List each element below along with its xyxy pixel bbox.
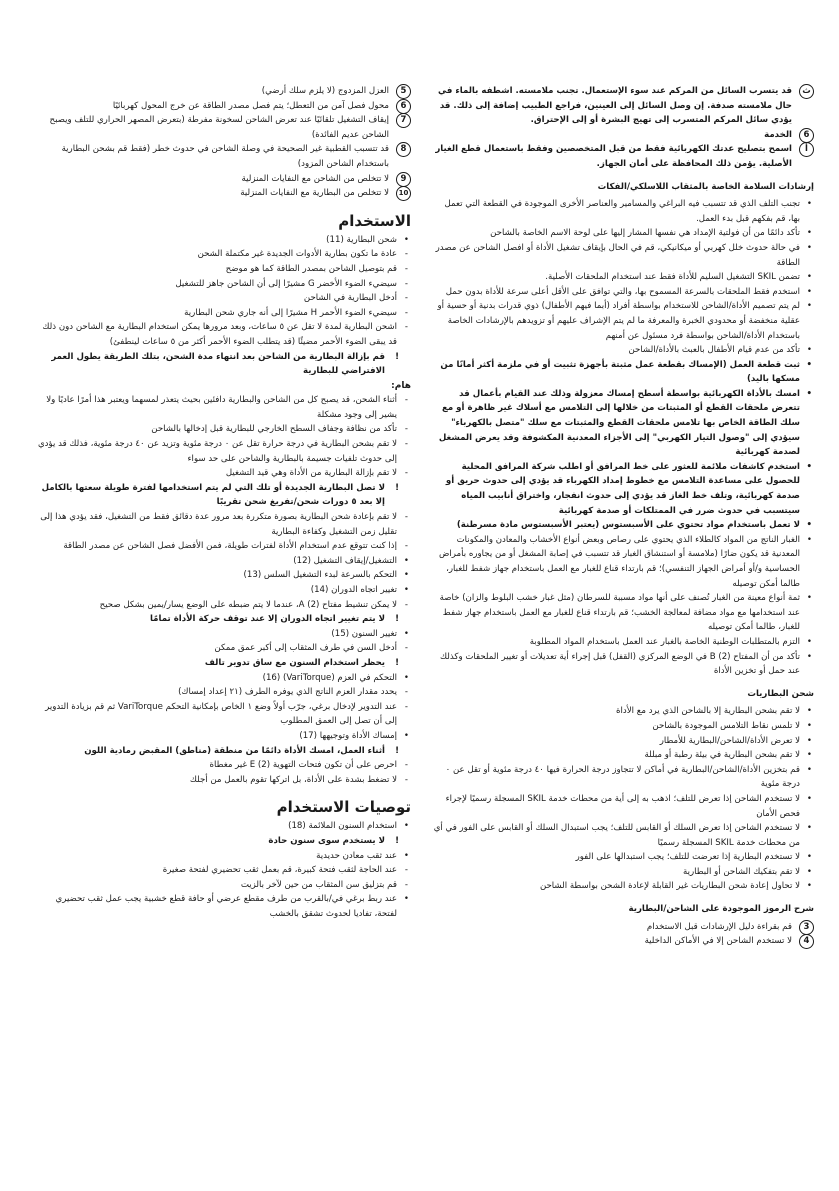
item-text: لا تقم بشحن البطارية في بيئة رطبة أو مبللة [644, 750, 800, 761]
dash-item [36, 700, 411, 729]
item-text: تأكد من نظافة وجفاف السطح الخارجي للبطارية قبل إدخالها بالشاحن [151, 424, 397, 435]
dash-item [36, 262, 411, 277]
bullet-item [36, 729, 411, 744]
bullet-item [36, 819, 411, 834]
dash-item [36, 641, 411, 656]
item-text: إمساك الأداة وتوجيهها (17) [299, 730, 397, 741]
item-text: الخدمة [764, 129, 792, 140]
item-text: إرشادات السلامة الخاصة بالمثقاب اللاسلكي/الفكات [597, 181, 814, 192]
item-number-badge: 3 [799, 920, 814, 935]
bullet-item [432, 226, 814, 241]
item-text: قم بتخزين الأداة/الشاحن/البطارية في أماكن لا تتجاوز درجة الحرارة فيها ٤٠ درجة مئوية أو تقل عن ٠ درجة مئوية [445, 764, 800, 790]
bullet-item [432, 704, 814, 719]
item-text: لا تقم بتفكيك الشاحن أو البطارية [682, 866, 800, 877]
dash-item [36, 510, 411, 539]
dash-item [36, 320, 411, 349]
numbered-item [36, 172, 411, 187]
item-text: تغيير اتجاه الدوران (14) [310, 585, 397, 595]
dash-item [36, 539, 411, 554]
right-column [432, 84, 814, 949]
bullet-item [432, 792, 814, 821]
warning-item [36, 481, 411, 510]
section-heading [432, 902, 814, 917]
bullet-item [432, 734, 814, 749]
item-text: استخدام السنون الملائمة (18) [288, 821, 397, 832]
dash-item [36, 878, 411, 893]
section-heading [432, 180, 814, 195]
item-text: قم بقراءة دليل الإرشادات قبل الاستخدام [646, 921, 792, 932]
bullet-item [36, 671, 411, 686]
warning-item [36, 744, 411, 759]
item-text: لا تحاول إعادة شحن البطاريات غير القابلة لإعادة الشحن بواسطة الشاحن [539, 881, 800, 892]
item-text: لا تقم بشحن البطارية في درجة حرارة تقل عن ٠ درجة مئوية وتزيد عن ٤٠ درجة مئوية، فذلك قد يؤدي إلى حدوث تلفيات جسيمة بالبطارية والشاحن على حد سواء [37, 439, 397, 464]
item-text: أدخل السن في طرف المثقاب إلى أكبر عمق ممكن [214, 643, 397, 654]
numbered-item [36, 99, 411, 114]
bullet-item [432, 879, 814, 894]
numbered-item [432, 128, 814, 143]
dash-item [36, 773, 411, 788]
item-number-badge: 6 [799, 128, 814, 143]
item-text: لا تعرض الأداة/الشاحن/البطارية للأمطار [659, 735, 800, 746]
item-text: التحكم في العزم (VariTorque) (16) [262, 672, 397, 683]
numbered-item [36, 84, 411, 99]
item-text: لا تقم بإعادة شحن البطارية بصورة متكررة بعد مرور عدة دقائق فقط من التشغيل، فقد يؤدي هذا إلى تقليل زمن التشغيل وكفاءة البطارية [40, 512, 397, 537]
item-text: عند ربط برغي في/بالقرب من طرف مقطع عرضي أو حافة قطع خشبية يجب عمل ثقب تحضيري لفتحة، تفاديا لحدوث تشقق بالخشب [55, 894, 397, 919]
item-text: لا تتخلص من الشاحن مع النفايات المنزلية [241, 173, 389, 184]
item-text: اشحن البطارية لمدة لا تقل عن ٥ ساعات، وبعد مرورها يمكن استخدام البطارية مع الشاحن دون ذلك قد يبقى الضوء الأحمر مضيئًا (قد يتطلب الضوء الأحمر أكثر من ٥ ساعات لينطفئ) [42, 322, 397, 347]
item-text: إذا كنت تتوقع عدم استخدام الأداة لفترات طويلة، فمن الأفضل فصل الشاحن عن مصدر الطاقة [63, 541, 397, 552]
bullet-item [36, 849, 411, 864]
bullet-item [36, 892, 411, 921]
item-text: لا يمكن تنشيط مفتاح A (2)، عندما لا يتم ضبطه على الوضع يسار/يمين بشكل صحيح [99, 599, 397, 610]
item-text: لم يتم تصميم الأداة/الشاحن للاستخدام بواسطة أفراد (أبما فيهم الأطفال) ذوي قدرات بدنية أو حسية أو عقلية منخفضة أو محدودي الخبرة والمعرفة ما لم يتم الإشراف عليهم أو تزويدهم بالإرشادات الخاصة باستخدام الأداة/الشاحن بواسطة فرد مسئول عن أمنهم [437, 301, 800, 341]
numbered-item [432, 84, 814, 128]
item-text: قم بتوصيل الشاحن بمصدر الطاقة كما هو موضح [225, 263, 397, 274]
item-text: ثمة أنواع معينة من الغبار تُصنف على أنها مواد مسببة للسرطان (مثل غبار خشب البلوط والزان) خاصة عند استخدامها مع مواد مضافة لمعالجة الخشب؛ قم بارتداء قناع للغبار مع العمل باستخدام جهاز شفط للغبار، طالما أمكن توصيله [439, 593, 800, 633]
item-text: لا تقم بإزالة البطارية من الأداة وهي قيد التشغيل [225, 468, 397, 479]
item-text: يحظر استخدام السنون مع ساق تدوير تالف [204, 657, 385, 668]
numbered-item [36, 142, 411, 171]
item-number-badge: 5 [396, 84, 411, 99]
dash-item [36, 247, 411, 262]
section-title [36, 797, 411, 817]
item-text: استخدم كاشفات ملائمة للعثور على خط المرافق أو اطلب شركة المرافق المحلية للحصول على مساعدة التلامس مع خطوط إمداد الكهرباء قد يؤدي إلى حدوث حريق أو صدمة كهربائية، وتلف خط الغاز قد يؤدي إلى حدوث انفجار، واختراق أنابيب المياه سيتسبب في حدوث ضرر في الممتلكات أو صدمة كهربائية [445, 461, 800, 516]
item-text: لا تستخدم الشاحن إذا تعرض السلك أو القابس للتلف؛ يجب استبدال السلك أو القابس على الفور في أي من محطات خدمة SKIL المسجلة رسميًا [433, 823, 800, 848]
item-text: لا تستخدم الشاحن إلا في الأماكن الداخلية [644, 936, 792, 947]
item-text: تضمن SKIL التشغيل السليم للأداة فقط عند استخدام الملحقات الأصلية. [545, 272, 800, 283]
item-text: تجنب التلف الذي قد تتسبب فيه البراغي والمسامير والعناصر الأخرى الموجودة في القطعة التي تعمل بها، قم بفكهم قبل بدء العمل. [444, 199, 800, 224]
bullet-item [432, 650, 814, 679]
item-number-badge: 4 [799, 934, 814, 949]
bullet-item [432, 241, 814, 270]
item-text: لا يستخدم سوى سنون حادة [268, 835, 385, 846]
bullet-item [432, 748, 814, 763]
item-text: تأكد من أن المفتاح B (2) في الوضع المركزي (القفل) قبل إجراء أية تعديلات أو تغيير الملحقات وكذلك عند حمل أو تخزين الأداة [439, 651, 800, 677]
dash-item [36, 393, 411, 422]
item-text: امسك بالأداة الكهربائية بواسطة أسطح إمساك معزولة وذلك عند القيام بأعمال قد تتعرض ملحقات القطع أو المثبتات من خلالها إلى التلامس مع أسلاك غير ظاهرة أو مع سلك الطاقة الخاص بها تلامس ملحقات القطع والمثبتات مع سلك "متصل بالكهرباء" سيؤدي إلى "وصول التيار الكهربي" إلى الأجزاء المعدنية المكشوفة وقد يعرض المشغل لصدمة كهربائية [438, 388, 800, 458]
item-text: لا تضغط بشدة على الأداة، بل اتركها تقوم بالعمل من أجلك [189, 774, 397, 785]
numbered-item [432, 934, 814, 949]
item-text: التحكم بالسرعة لبدء التشغيل السلس (13) [243, 570, 397, 581]
item-text: سيضيء الضوء الأحمر H مشيرًا إلى أنه جاري شحن البطارية [184, 307, 397, 318]
item-text: عند الحاجة لثقب فتحة كبيرة، قم بعمل ثقب تحضيري لفتحة صغيرة [162, 865, 397, 876]
bullet-item [432, 299, 814, 343]
item-text: لا تستخدم الشاحن إذا تعرض للتلف؛ اذهب به إلى أية من محطات خدمة SKIL المسجلة رسميًا لإجراء فحص الأمان [445, 793, 800, 819]
item-text: سيضيء الضوء الأخضر G مشيرًا إلى أن الشاحن جاهز للتشغيل [175, 278, 397, 289]
dash-item [36, 277, 411, 292]
bullet-item [36, 583, 411, 598]
warning-item [36, 612, 411, 627]
item-text: احرص على أن تكون فتحات التهوية E (2) غير مغطاة [209, 760, 397, 771]
bullet-item [36, 627, 411, 642]
left-column [36, 84, 411, 921]
item-text: عند ثقب معادن حديدية [316, 850, 397, 861]
bullet-item [432, 343, 814, 358]
item-text: لا تستخدم البطارية إذا تعرضت للتلف؛ يجب استبدالها على الفور [575, 852, 800, 863]
item-number-badge: 8 [396, 142, 411, 157]
item-text: عند التدوير لإدخال برغي، جرّب أولاً وضع ١ الخاص بإمكانية التحكم VariTorque ثم قم بزيادة التدوير إلى أن تصل إلى العمق المطلوب [45, 701, 397, 727]
bullet-item [432, 460, 814, 518]
dash-item [36, 291, 411, 306]
numbered-item [432, 920, 814, 935]
bullet-item [432, 533, 814, 591]
warning-item [36, 834, 411, 849]
item-text: أثناء الشحن، قد يصبح كل من الشاحن والبطارية دافئين بحيث يتعذر لمسهما ويعتبر هذا أمرًا عاديًا ولا يشير إلى وجود مشكلة [46, 395, 397, 420]
item-text: لا تصل البطارية الجديدة أو تلك التي لم يتم استخدامها لفترة طويلة سعتها بالكامل إلا بعد ٥ دورات شحن/تفريغ شحن تقريبًا [41, 482, 385, 508]
numbered-item [36, 186, 411, 201]
item-text: شحن البطاريات [747, 688, 814, 699]
warning-item [36, 350, 411, 379]
item-text: شرح الرموز الموجودة على الشاحن/البطارية [628, 904, 814, 915]
item-text: قد يتسرب السائل من المركم عند سوء الإستعمال. تجنب ملامسته. اشطفه بالماء في حال ملامسته صدفة. إن وصل السائل إلى العينين، فراجع الطبيب إضافة إلى ذلك. قد يؤدي سائل المركم المتسرب إلى تهيج البشرة أو إلى الإحتراق. [438, 86, 792, 126]
item-number-badge: أ [799, 142, 814, 157]
dash-item [36, 437, 411, 466]
bullet-item [432, 197, 814, 226]
bullet-item [432, 763, 814, 792]
item-text: شحن البطارية (11) [326, 234, 397, 245]
item-text: لا يتم تغيير اتجاه الدوران إلا عند توقف حركة الأداة تمامًا [149, 614, 385, 625]
dash-item [36, 466, 411, 481]
item-text: يحدد مقدار العزم الناتج الذي يوفره الطرف (٢١ إعداد إمساك) [178, 687, 397, 698]
item-text: التزم بالمتطلبات الوطنية الخاصة بالغبار عند العمل باستخدام المواد المطلوبة [529, 636, 800, 647]
dash-item [36, 422, 411, 437]
item-text: الاستخدام [338, 211, 411, 230]
item-text: لا تقم بشحن البطارية إلا بالشاحن الذي يرد مع الأداة [616, 706, 800, 717]
section-title [36, 211, 411, 231]
dash-item [36, 598, 411, 613]
item-text: التشغيل/إيقاف التشغيل (12) [293, 555, 397, 566]
dash-item [36, 758, 411, 773]
bullet-item [432, 635, 814, 650]
numbered-item [432, 142, 814, 171]
item-number-badge: ث [799, 84, 814, 99]
item-text: ثبت قطعة العمل (الإمساك بقطعة عمل مثبتة بأجهزة تثبيت أو في ملزمة أكثر أمانًا من مسكها باليد) [440, 359, 800, 385]
warning-item [36, 656, 411, 671]
numbered-item [36, 113, 411, 142]
dash-item [36, 306, 411, 321]
item-text: لا تلمس نقاط التلامس الموجودة بالشاحن [652, 720, 800, 731]
dash-item [36, 685, 411, 700]
section-heading [432, 687, 814, 702]
item-text: استخدم فقط الملحقات بالسرعة المسموح بها، والتي توافق على الأقل أعلى سرعة للأداة بدون حمل [445, 286, 800, 297]
item-number-badge: 9 [396, 172, 411, 187]
item-number-badge: 10 [396, 186, 411, 201]
item-text: تأكد دائمًا من أن فولتية الإمداد هي نفسها المشار إليها على لوحة الاسم الخاصة بالشاحن [490, 228, 800, 239]
item-text: أدخل البطارية في الشاحن [303, 293, 397, 304]
bullet-item [432, 387, 814, 460]
item-text: أثناء العمل، امسك الأداة دائمًا من منطقة (مناطق) المقبض رمادية اللون [84, 745, 385, 756]
item-text: قد تتسبب القطبية غير الصحيحة في وصلة الشاحن في حدوث خطر (فقط قم بشحن البطارية باستخدام الشاحن المزود) [61, 144, 389, 169]
note-label [36, 379, 411, 394]
dash-item [36, 863, 411, 878]
bullet-item [432, 865, 814, 880]
item-text: تأكد من عدم قيام الأطفال بالعبث بالأداة/الشاحن [628, 345, 800, 356]
item-text: قم بتزليق سن المثقاب من حين لآخر بالزيت [240, 879, 397, 890]
bullet-item [432, 850, 814, 865]
bullet-item [36, 554, 411, 569]
item-text: الغبار الناتج من المواد كالطلاء الذي يحتوي على رصاص وبعض أنواع الأخشاب والمعادن والمكونات المعدنية قد يكون ضارًا (ملامسة أو استنشاق الغبار قد تتسبب في إصابة المشغل أو من يجاوره بأمراض الحساسية و/أو أمراض الجهاز التنفسي)؛ قم بارتداء قناع للغبار مع العمل باستخدام جهاز شفط للغبار، طالما أمكن توصيله [439, 534, 800, 589]
bullet-item [432, 591, 814, 635]
item-text: إيقاف التشغيل تلقائيًا عند تعرض الشاحن لسخونة مفرطة (بتعرض المصهر الحراري للتلف ويصبح الشاحن عديم الفائدة) [49, 115, 389, 140]
item-text: عادة ما تكون بطارية الأدوات الجديدة غير مكتملة الشحن [197, 249, 397, 260]
item-text: محول فصل آمن من التعطل؛ يتم فصل مصدر الطاقة عن خرج المحول كهربائيًا [112, 100, 389, 111]
item-text: في حالة حدوث خلل كهربي أو ميكانيكي، قم في الحال بإيقاف تشغيل الأداة أو افصل الشاحن عن مصدر الطاقة [435, 242, 800, 268]
item-number-badge: 6 [396, 99, 411, 114]
bullet-item [432, 358, 814, 387]
bullet-item [36, 233, 411, 248]
item-text: العزل المزدوج (لا يلزم سلك أرضي) [261, 86, 389, 96]
bullet-item [432, 719, 814, 734]
bullet-item [36, 568, 411, 583]
item-text: توصيات الاستخدام [276, 798, 411, 817]
bullet-item [432, 270, 814, 285]
item-text: لا تعمل باستخدام مواد تحتوي على الأسبستوس (يعتبر الأسبستوس مادة مسرطنة) [456, 520, 800, 531]
item-number-badge: 7 [396, 113, 411, 128]
item-text: قم بإزالة البطارية من الشاحن بعد انتهاء مدة الشحن، بتلك الطريقة يطول العمر الافتراضي للبطارية [51, 351, 385, 377]
item-text: هام: [391, 380, 411, 391]
bullet-item [432, 821, 814, 850]
bullet-item [432, 518, 814, 533]
item-text: تغيير السنون (15) [331, 628, 397, 639]
item-text: اسمح بتصليح عدتك الكهربائية فقط من قبل المتخصصين وفقط باستعمال قطع الغيار الأصلية. يؤمن ذلك المحافظة على أمان الجهاز. [435, 144, 792, 169]
bullet-item [432, 285, 814, 300]
item-text: لا تتخلص من البطارية مع النفايات المنزلية [240, 188, 389, 199]
